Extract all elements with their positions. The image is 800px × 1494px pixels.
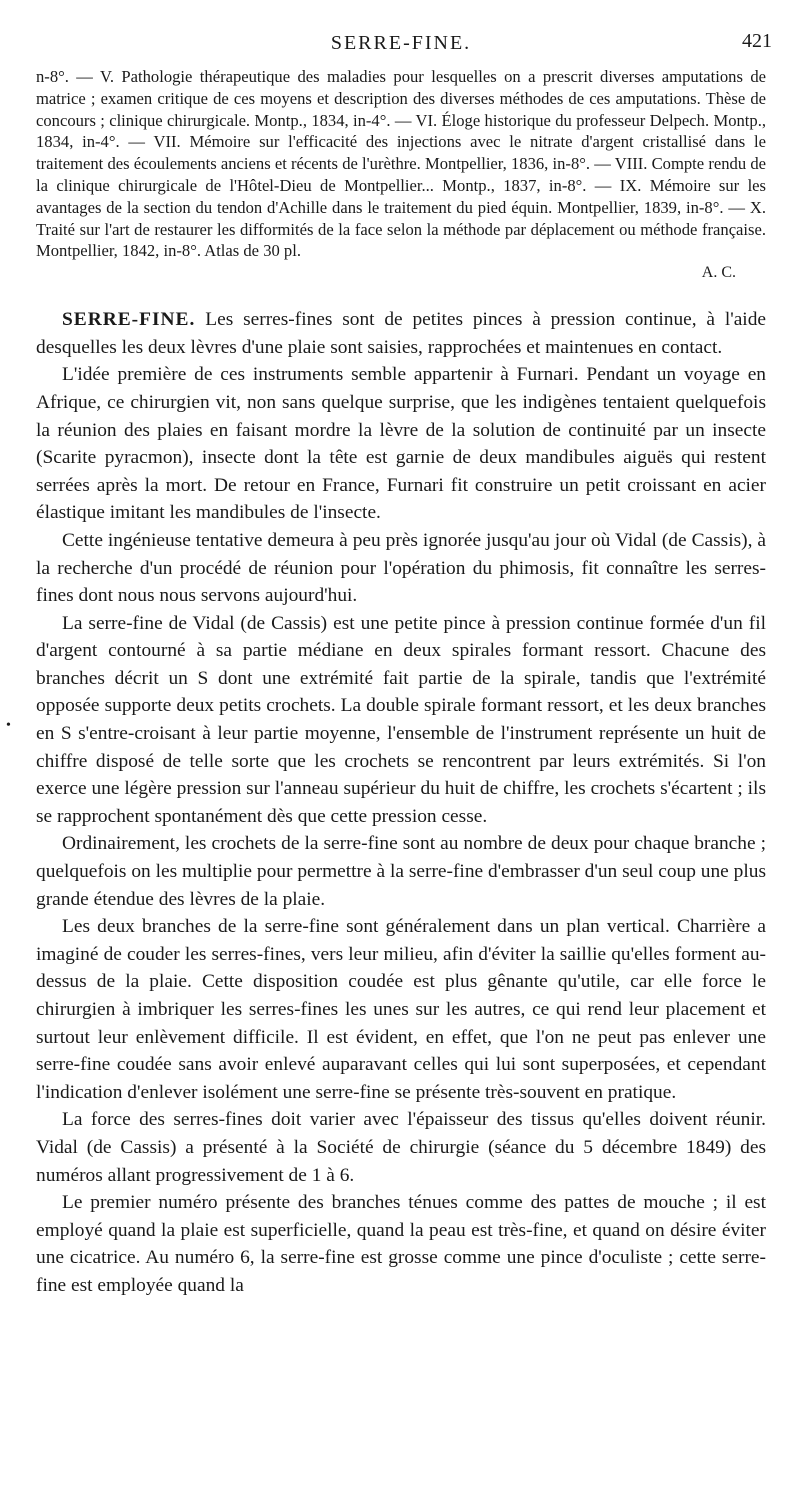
author-signature: A. C.: [701, 264, 736, 282]
article-paragraph: La serre-fine de Vidal (de Cassis) est une petite pince à pression continue formée d'un fil d'argent contourné à sa partie médiane en deux spirales formant ressort. Chacune des branches décrit un S dont une extrémité fait partie de la spirale, tandis que l'extrémité opposée supporte deux petits crochets. La double spirale formant ressort, et les deux branches en S s'entre-croisant à leur partie moyenne, l'ensemble de l'instrument représente un huit de chiffre disposé de telle sorte que les crochets se rencontrent par leurs extrémités. Si l'on exerce une légère pression sur l'anneau supérieur du huit de chiffre, les crochets s'écartent ; ils se rapprochent spontanément dès que cette pression cesse.: [36, 612, 766, 827]
page-number: 421: [742, 30, 772, 52]
article-paragraph: La force des serres-fines doit varier avec l'épaisseur des tissus qu'elles doivent réunir. Vidal (de Cassis) a présenté à la Société de chirurgie (séance du 5 décembre 1849) des numéros allant progressivement de 1 à 6.: [36, 1109, 766, 1186]
article-paragraph: Les deux branches de la serre-fine sont généralement dans un plan vertical. Charrière a imaginé de couder les serres-fines, vers leur milieu, afin d'éviter la saillie qu'elles forment au-dessus de la plaie. Cette disposition coudée est plus gênante qu'utile, car elle force le chirurgien à imbriquer les serres-fines les unes sur les autres, ce qui rend leur placement et surtout leur enlèvement difficile. Il est évident, en effet, que l'on ne peut pas enlever une serre-fine coudée sans avoir enlevé auparavant celles qui lui sont superposées, et cependant l'indication d'enlever isolément une serre-fine se présente très-souvent en pratique.: [36, 916, 766, 1103]
page-title: SERRE-FINE.: [330, 32, 472, 54]
running-head: [36, 24, 772, 54]
bibliography-text: n-8°. — V. Pathologie thérapeutique des maladies pour lesquelles on a prescrit diverses amputations de matrice ; examen critique de ces moyens et description des diverses méthodes de ces amputations. Thèse de concours ; clinique chirurgicale. Montp., 1834, in-4°. — VI. Éloge historique du professeur Delpech. Montp., 1834, in-4°. — VII. Mémoire sur l'efficacité des injections avec le nitrate d'argent cristallisé dans le traitement des écoulements anciens et récents de l'urèthre. Montpellier, 1836, in-8°. — VIII. Compte rendu de la clinique chirurgicale de l'Hôtel-Dieu de Montpellier... Montp., 1837, in-8°. — IX. Mémoire sur les avantages de la section du tendon d'Achille dans le traitement du pied équin. Montpellier, 1839, in-8°. — X. Traité sur l'art de restaurer les difformités de la face selon la méthode par déplacement ou méthode française. Montpellier, 1842, in-8°. Atlas de 30 pl.: [36, 67, 766, 261]
article-paragraph: Le premier numéro présente des branches ténues comme des pattes de mouche ; il est employé quand la plaie est superficielle, quand la peau est très-fine, et quand on désire éviter une cicatrice. Au numéro 6, la serre-fine est grosse comme une pince d'oculiste ; cette serre-fine est employée quand la: [36, 1192, 766, 1296]
article-paragraph: SERRE-FINE. Les serres-fines sont de petites pinces à pression continue, à l'aide desquelles les deux lèvres d'une plaie sont saisies, rapprochées et maintenues en contact.: [36, 309, 766, 358]
article-headword: SERRE-FINE.: [62, 309, 196, 331]
bibliography-block: [36, 66, 766, 262]
document-page: [36, 24, 772, 1300]
article-serre-fine: [36, 306, 766, 1299]
article-paragraph: L'idée première de ces instruments semble appartenir à Furnari. Pendant un voyage en Afrique, ce chirurgien vit, non sans quelque surprise, que les indigènes tentaient quelquefois la réunion des plaies en faisant mordre la lèvre de la solution de continuité par un insecte (Scarite pyracmon), insecte dont la tête est garnie de deux mandibules aiguës qui restent serrées après la mort. De retour en France, Furnari fit construire un petit croissant en acier élastique imitant les mandibules de l'insecte.: [36, 364, 766, 524]
article-paragraph: Cette ingénieuse tentative demeura à peu près ignorée jusqu'au jour où Vidal (de Cassis), à la recherche d'un procédé de réunion pour l'opération du phimosis, fit connaître les serres-fines dont nous nous servons aujourd'hui.: [36, 529, 766, 607]
margin-mark: •: [6, 718, 11, 733]
article-paragraph: Ordinairement, les crochets de la serre-fine sont au nombre de deux pour chaque branche ; quelquefois on les multiplie pour permettre à la serre-fine d'embrasser d'un seul coup une plus grande étendue des lèvres de la plaie.: [36, 833, 766, 910]
